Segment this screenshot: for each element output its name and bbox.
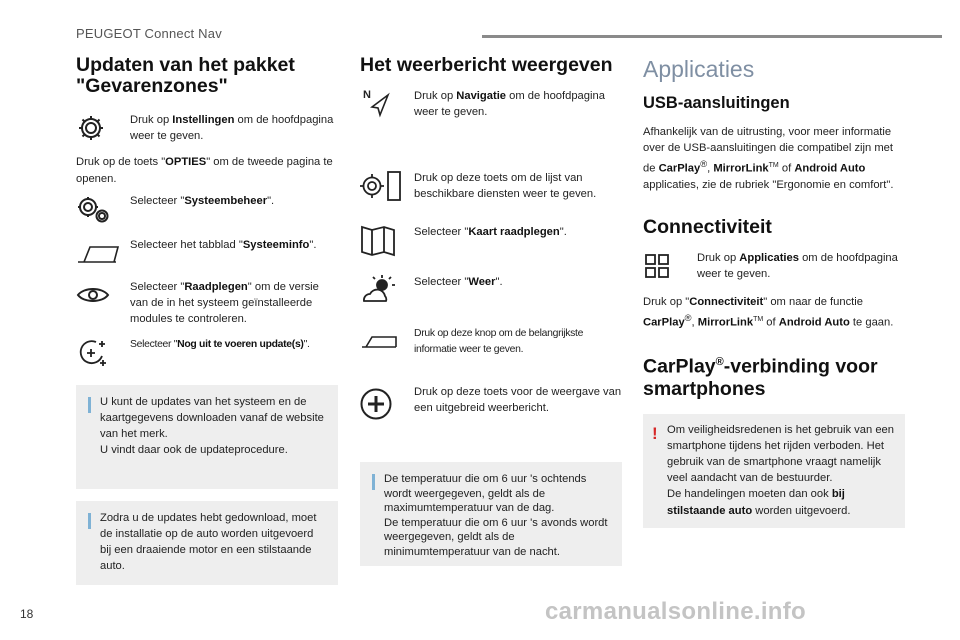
step-system-admin (76, 193, 338, 225)
map-icon (360, 224, 414, 256)
tab-icon (76, 237, 130, 269)
step-applications-text: Druk op Applicaties om de hoofdpagina weer te geven. (697, 251, 898, 280)
info-box-download (76, 385, 338, 489)
step-services-text: Druk op deze toets om de lijst van beschikbare diensten weer te geven. (414, 172, 597, 201)
info-box-temperature (360, 462, 622, 566)
step-pending-updates-text: Selecteer "Nog uit te voeren update(s)". (130, 339, 310, 351)
step-map-text: Selecteer "Kaart raadplegen". (414, 226, 567, 238)
header-title: PEUGEOT Connect Nav (76, 26, 222, 41)
step-extended-forecast-text: Druk op deze toets voor de weergave van een uitgebreid weerbericht. (414, 386, 622, 415)
warning-icon: ! (652, 423, 658, 443)
update-icon (76, 337, 130, 369)
info-bar (88, 513, 91, 529)
step-main-info (360, 326, 622, 378)
column-weather (360, 55, 622, 566)
info-box-install (76, 501, 338, 585)
connectivity-text: Druk op "Connectiviteit" om naar de functie CarPlay®, MirrorLink™ of Android Auto te gaan. (643, 295, 894, 329)
warning-box-smartphone (643, 414, 905, 528)
carplay-title: CarPlay®-verbinding voor smartphones (643, 355, 878, 400)
info-box-temperature-text: De temperatuur die om 6 uur 's ochtends wordt weergegeven, geldt als de maximumtemperatuur van de dag. De temperatuur die om 6 uur 's avonds wordt weergegeven, geldt als de minimumtemperatuur van de nacht. (384, 473, 608, 558)
options-text: Druk op de toets "OPTIES" om de tweede pagina te openen. (76, 156, 333, 185)
step-system-admin-text: Selecteer "Systeembeheer". (130, 194, 275, 207)
info-bar (372, 474, 375, 490)
apps-grid-icon (643, 250, 697, 282)
section-title-update: Updaten van het pakket "Gevarenzones" (76, 54, 295, 97)
watermark: carmanualsonline.info (545, 598, 807, 625)
info-box-download-text: U kunt de updates van het systeem en de kaartgegevens downloaden vanaf de website van het merk. U vindt daar ook de updateprocedure. (100, 396, 324, 456)
info-bar (88, 397, 91, 413)
section-title-weather: Het weerbericht weergeven (360, 54, 613, 76)
step-settings-text: Druk op Instellingen om de hoofdpagina weer te geven. (130, 114, 334, 143)
weather-icon (360, 274, 414, 306)
step-weather-text: Selecteer "Weer". (414, 276, 503, 288)
step-extended-forecast (360, 384, 622, 450)
connectivity-title: Connectiviteit (643, 215, 772, 238)
svg-text:N: N (363, 89, 371, 101)
step-pending-updates (76, 337, 338, 369)
step-main-info-text: Druk op deze knop om de belangrijkste informatie weer te geven. (414, 328, 584, 355)
step-weather (360, 274, 622, 326)
step-navigation-text: Druk op Navigatie om de hoofdpagina weer te geven. (414, 90, 605, 119)
gears-icon (76, 193, 130, 225)
usb-title: USB-aansluitingen (643, 94, 790, 112)
step-settings (76, 112, 338, 144)
step-system-info (76, 237, 338, 269)
step-system-info-text: Selecteer het tabblad "Systeeminfo". (130, 238, 317, 251)
info-box-install-text: Zodra u de updates hebt gedownload, moet de installatie op de auto worden uitgevoerd bij een draaiende motor en een stilstaande auto. (100, 512, 317, 572)
page-number: 18 (20, 607, 34, 621)
usb-text: Afhankelijk van de uitrusting, voor meer informatie over de USB-aansluitingen die compatibel zijn met de CarPlay®, MirrorLink™ of Android Auto applicaties, zie de rubriek "Ergonomie en comfort". (643, 126, 894, 192)
eye-icon (76, 279, 130, 311)
step-services (360, 170, 622, 216)
step-consult-text: Selecteer "Raadplegen" om de versie van de in het systeem geïnstalleerde modules te controleren. (130, 280, 319, 326)
section-title-applications: Applicaties (643, 56, 755, 82)
column-update-pack (76, 55, 338, 585)
step-applications (643, 250, 905, 282)
step-map (360, 224, 622, 272)
column-applications (643, 55, 905, 528)
navigation-icon (360, 88, 414, 120)
gear-icon (76, 112, 130, 144)
services-icon (360, 170, 414, 202)
header-divider (482, 35, 942, 38)
info-pane-icon (360, 326, 414, 358)
plus-icon (360, 384, 414, 424)
step-consult (76, 279, 338, 328)
step-navigation (360, 88, 622, 144)
warning-box-text: Om veiligheidsredenen is het gebruik van een smartphone tijdens het rijden verboden. Het gebruik van de smartphone vraagt namelijk veel aandacht van de bestuurder. De handelingen moeten dan ook bij stilstaande auto worden uitgevoerd. (667, 423, 894, 517)
